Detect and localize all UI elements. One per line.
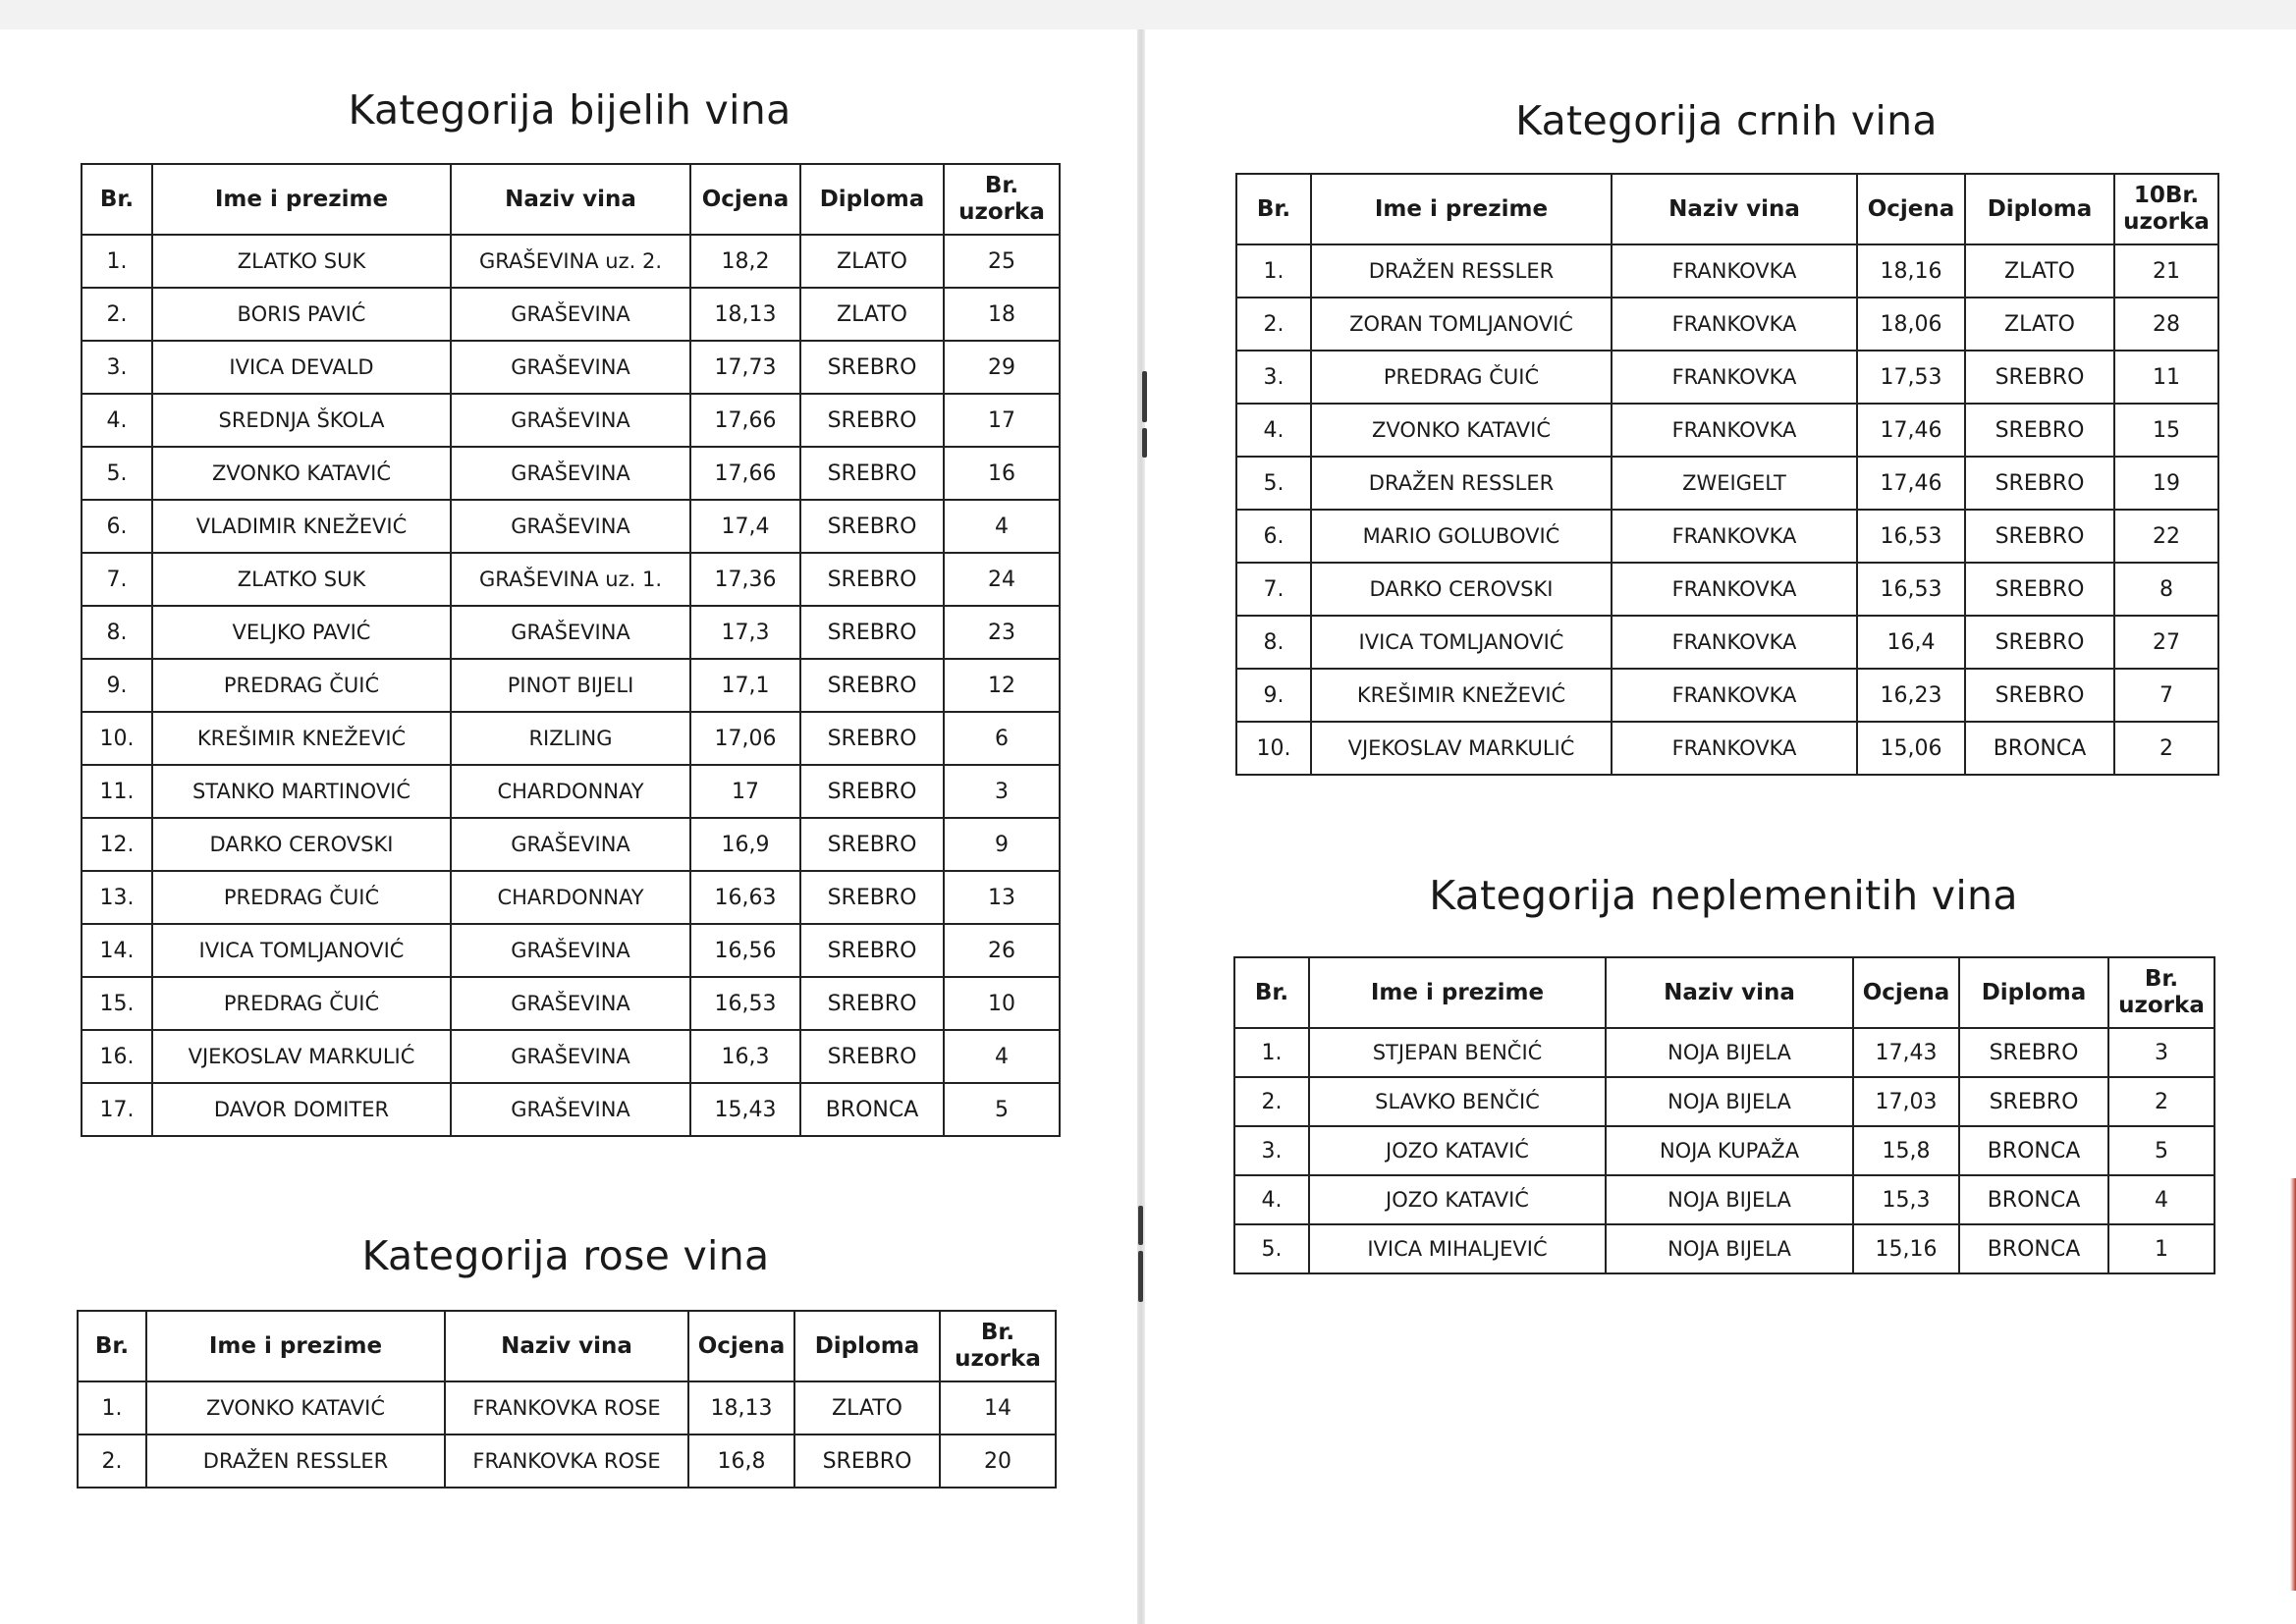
cell-diploma: SREBRO [800, 394, 944, 447]
cell-score: 16,4 [1857, 616, 1965, 669]
cell-br: 15. [82, 977, 152, 1030]
cell-diploma: BRONCA [1965, 722, 2114, 775]
cell-diploma: SREBRO [800, 553, 944, 606]
cell-br: 3. [82, 341, 152, 394]
table-header-row [82, 164, 1060, 235]
white-wine-section [81, 81, 1059, 1137]
cell-score: 16,63 [690, 871, 800, 924]
table-row [82, 1083, 1060, 1136]
cell-wine: ZWEIGELT [1612, 457, 1857, 510]
cell-score: 15,3 [1853, 1175, 1959, 1224]
cell-br: 5. [1236, 457, 1311, 510]
col-br-header: Br. [1236, 174, 1311, 244]
col-wine-header: Naziv vina [1612, 174, 1857, 244]
cell-wine: FRANKOVKA [1612, 298, 1857, 351]
cell-br: 9. [1236, 669, 1311, 722]
cell-br: 3. [1234, 1126, 1309, 1175]
table-row [82, 924, 1060, 977]
cell-diploma: BRONCA [1959, 1175, 2108, 1224]
col-score-header: Ocjena [1853, 957, 1959, 1028]
cell-score: 16,56 [690, 924, 800, 977]
cell-br: 5. [82, 447, 152, 500]
cell-diploma: SREBRO [800, 712, 944, 765]
cell-wine: FRANKOVKA [1612, 563, 1857, 616]
table-row [82, 1030, 1060, 1083]
cell-wine: CHARDONNAY [451, 765, 690, 818]
cell-score: 17,73 [690, 341, 800, 394]
cell-score: 16,9 [690, 818, 800, 871]
table-row [78, 1435, 1056, 1488]
cell-score: 17,46 [1857, 404, 1965, 457]
cell-diploma: SREBRO [1965, 510, 2114, 563]
table-row [82, 765, 1060, 818]
cell-samples: 10 [944, 977, 1060, 1030]
cell-name: IVICA DEVALD [152, 341, 451, 394]
cell-name: IVICA TOMLJANOVIĆ [152, 924, 451, 977]
cell-diploma: BRONCA [1959, 1224, 2108, 1273]
table-row [82, 288, 1060, 341]
cell-name: KREŠIMIR KNEŽEVIĆ [1311, 669, 1612, 722]
table-row [1236, 563, 2218, 616]
table-row [82, 712, 1060, 765]
cell-samples: 5 [944, 1083, 1060, 1136]
table-row [82, 977, 1060, 1030]
rose-wine-section [77, 1223, 1055, 1489]
cell-samples: 8 [2114, 563, 2218, 616]
cell-score: 17,66 [690, 394, 800, 447]
cell-name: DRAŽEN RESSLER [1311, 244, 1612, 298]
table-row [82, 659, 1060, 712]
cell-samples: 3 [944, 765, 1060, 818]
cell-wine: FRANKOVKA [1612, 510, 1857, 563]
cell-score: 16,8 [688, 1435, 794, 1488]
col-name-header: Ime i prezime [1309, 957, 1606, 1028]
cell-name: PREDRAG ČUIĆ [1311, 351, 1612, 404]
cell-diploma: SREBRO [1965, 351, 2114, 404]
cell-samples: 4 [944, 1030, 1060, 1083]
cell-score: 18,16 [1857, 244, 1965, 298]
cell-score: 16,53 [690, 977, 800, 1030]
booklet-spine [1137, 29, 1145, 1624]
cell-br: 5. [1234, 1224, 1309, 1273]
col-diploma-header: Diploma [1965, 174, 2114, 244]
staple-bottom [1138, 1206, 1143, 1245]
cell-samples: 6 [944, 712, 1060, 765]
rose-wine-table [77, 1310, 1057, 1489]
cell-score: 17 [690, 765, 800, 818]
col-samples-header: Br. uzorka [944, 164, 1060, 235]
col-br-header: Br. [82, 164, 152, 235]
cell-diploma: SREBRO [800, 765, 944, 818]
cell-score: 15,8 [1853, 1126, 1959, 1175]
cell-score: 17,3 [690, 606, 800, 659]
col-wine-header: Naziv vina [1606, 957, 1853, 1028]
cell-samples: 11 [2114, 351, 2218, 404]
white-wine-title: Kategorija bijelih vina [348, 86, 792, 134]
cell-name: VJEKOSLAV MARKULIĆ [152, 1030, 451, 1083]
staple-bottom-2 [1138, 1251, 1143, 1302]
cell-name: PREDRAG ČUIĆ [152, 977, 451, 1030]
cell-br: 17. [82, 1083, 152, 1136]
cell-samples: 9 [944, 818, 1060, 871]
cell-diploma: SREBRO [1965, 404, 2114, 457]
cell-name: DAVOR DOMITER [152, 1083, 451, 1136]
cell-diploma: SREBRO [800, 871, 944, 924]
cell-name: ZORAN TOMLJANOVIĆ [1311, 298, 1612, 351]
cell-br: 4. [1236, 404, 1311, 457]
cell-br: 14. [82, 924, 152, 977]
cell-wine: FRANKOVKA [1612, 722, 1857, 775]
cell-name: STANKO MARTINOVIĆ [152, 765, 451, 818]
other-wine-table [1233, 956, 2215, 1274]
table-row [1234, 1028, 2214, 1077]
table-header-row [78, 1311, 1056, 1381]
cell-br: 8. [82, 606, 152, 659]
cell-diploma: SREBRO [800, 1030, 944, 1083]
cell-diploma: SREBRO [1959, 1028, 2108, 1077]
cell-name: ZLATKO SUK [152, 235, 451, 288]
cell-samples: 24 [944, 553, 1060, 606]
red-wine-title: Kategorija crnih vina [1515, 97, 1938, 144]
cell-diploma: SREBRO [800, 447, 944, 500]
col-score-header: Ocjena [1857, 174, 1965, 244]
cell-diploma: ZLATO [800, 235, 944, 288]
cell-samples: 3 [2108, 1028, 2214, 1077]
cell-wine: GRAŠEVINA [451, 394, 690, 447]
cell-samples: 15 [2114, 404, 2218, 457]
other-wine-section [1233, 854, 2214, 1274]
cell-wine: GRAŠEVINA [451, 924, 690, 977]
cell-samples: 1 [2108, 1224, 2214, 1273]
cell-score: 17,4 [690, 500, 800, 553]
cell-samples: 13 [944, 871, 1060, 924]
cell-br: 4. [82, 394, 152, 447]
cell-br: 2. [78, 1435, 146, 1488]
cell-diploma: BRONCA [1959, 1126, 2108, 1175]
col-wine-header: Naziv vina [445, 1311, 688, 1381]
cell-score: 17,36 [690, 553, 800, 606]
cell-name: PREDRAG ČUIĆ [152, 871, 451, 924]
cell-samples: 23 [944, 606, 1060, 659]
cell-score: 17,66 [690, 447, 800, 500]
cell-wine: GRAŠEVINA [451, 288, 690, 341]
cell-samples: 4 [944, 500, 1060, 553]
cell-br: 6. [1236, 510, 1311, 563]
table-header-row [1236, 174, 2218, 244]
red-wine-table [1235, 173, 2219, 776]
cell-name: ZLATKO SUK [152, 553, 451, 606]
cell-wine: RIZLING [451, 712, 690, 765]
cell-score: 16,53 [1857, 563, 1965, 616]
cell-wine: GRAŠEVINA [451, 500, 690, 553]
cell-br: 1. [82, 235, 152, 288]
cell-wine: GRAŠEVINA uz. 2. [451, 235, 690, 288]
cell-name: PREDRAG ČUIĆ [152, 659, 451, 712]
table-row [1236, 722, 2218, 775]
cell-wine: GRAŠEVINA [451, 606, 690, 659]
cell-diploma: SREBRO [1965, 457, 2114, 510]
table-row [82, 394, 1060, 447]
cell-name: KREŠIMIR KNEŽEVIĆ [152, 712, 451, 765]
table-row [82, 606, 1060, 659]
cell-br: 10. [82, 712, 152, 765]
col-wine-header: Naziv vina [451, 164, 690, 235]
col-score-header: Ocjena [690, 164, 800, 235]
cell-score: 16,23 [1857, 669, 1965, 722]
cell-score: 15,43 [690, 1083, 800, 1136]
cell-wine: GRAŠEVINA uz. 1. [451, 553, 690, 606]
table-row [1236, 404, 2218, 457]
cell-samples: 26 [944, 924, 1060, 977]
cell-wine: GRAŠEVINA [451, 341, 690, 394]
rose-wine-title: Kategorija rose vina [361, 1232, 770, 1279]
cell-score: 17,1 [690, 659, 800, 712]
table-row [82, 818, 1060, 871]
cell-name: SLAVKO BENČIĆ [1309, 1077, 1606, 1126]
cell-diploma: ZLATO [800, 288, 944, 341]
staple-top-2 [1142, 428, 1147, 458]
cell-score: 17,53 [1857, 351, 1965, 404]
cell-wine: NOJA BIJELA [1606, 1077, 1853, 1126]
cell-score: 17,43 [1853, 1028, 1959, 1077]
cell-br: 13. [82, 871, 152, 924]
table-row [82, 235, 1060, 288]
cell-br: 6. [82, 500, 152, 553]
cell-wine: CHARDONNAY [451, 871, 690, 924]
cell-br: 3. [1236, 351, 1311, 404]
col-name-header: Ime i prezime [146, 1311, 445, 1381]
cell-name: DRAŽEN RESSLER [146, 1435, 445, 1488]
page-edge-mark [2290, 1178, 2296, 1591]
cell-wine: NOJA BIJELA [1606, 1224, 1853, 1273]
white-wine-table [81, 163, 1061, 1137]
cell-diploma: BRONCA [800, 1083, 944, 1136]
cell-samples: 19 [2114, 457, 2218, 510]
staple-top [1142, 371, 1147, 422]
cell-wine: FRANKOVKA [1612, 244, 1857, 298]
table-row [1236, 298, 2218, 351]
cell-name: ZVONKO KATAVIĆ [146, 1381, 445, 1435]
cell-wine: FRANKOVKA ROSE [445, 1435, 688, 1488]
cell-br: 2. [1234, 1077, 1309, 1126]
cell-score: 16,53 [1857, 510, 1965, 563]
cell-score: 15,16 [1853, 1224, 1959, 1273]
red-wine-section [1235, 90, 2217, 776]
cell-samples: 18 [944, 288, 1060, 341]
cell-name: SREDNJA ŠKOLA [152, 394, 451, 447]
cell-samples: 27 [2114, 616, 2218, 669]
cell-name: IVICA TOMLJANOVIĆ [1311, 616, 1612, 669]
cell-name: VELJKO PAVIĆ [152, 606, 451, 659]
col-br-header: Br. [78, 1311, 146, 1381]
cell-br: 10. [1236, 722, 1311, 775]
cell-samples: 20 [940, 1435, 1056, 1488]
cell-samples: 17 [944, 394, 1060, 447]
cell-name: ZVONKO KATAVIĆ [152, 447, 451, 500]
cell-name: VJEKOSLAV MARKULIĆ [1311, 722, 1612, 775]
cell-samples: 29 [944, 341, 1060, 394]
cell-br: 9. [82, 659, 152, 712]
cell-wine: GRAŠEVINA [451, 977, 690, 1030]
cell-samples: 21 [2114, 244, 2218, 298]
table-row [1236, 457, 2218, 510]
cell-samples: 14 [940, 1381, 1056, 1435]
col-name-header: Ime i prezime [152, 164, 451, 235]
cell-diploma: ZLATO [794, 1381, 940, 1435]
cell-score: 17,46 [1857, 457, 1965, 510]
cell-name: IVICA MIHALJEVIĆ [1309, 1224, 1606, 1273]
cell-samples: 16 [944, 447, 1060, 500]
col-samples-header: Br. uzorka [940, 1311, 1056, 1381]
cell-samples: 4 [2108, 1175, 2214, 1224]
cell-wine: FRANKOVKA [1612, 351, 1857, 404]
cell-br: 2. [1236, 298, 1311, 351]
cell-diploma: SREBRO [1965, 669, 2114, 722]
cell-br: 1. [1236, 244, 1311, 298]
cell-score: 15,06 [1857, 722, 1965, 775]
cell-br: 1. [78, 1381, 146, 1435]
cell-br: 2. [82, 288, 152, 341]
cell-samples: 28 [2114, 298, 2218, 351]
table-row [82, 871, 1060, 924]
cell-diploma: SREBRO [800, 659, 944, 712]
cell-samples: 12 [944, 659, 1060, 712]
cell-diploma: SREBRO [800, 341, 944, 394]
cell-diploma: SREBRO [1965, 563, 2114, 616]
cell-samples: 5 [2108, 1126, 2214, 1175]
cell-name: DARKO CEROVSKI [1311, 563, 1612, 616]
cell-br: 8. [1236, 616, 1311, 669]
cell-diploma: SREBRO [1959, 1077, 2108, 1126]
table-row [1236, 351, 2218, 404]
table-row [1234, 1175, 2214, 1224]
col-diploma-header: Diploma [1959, 957, 2108, 1028]
cell-diploma: ZLATO [1965, 298, 2114, 351]
cell-br: 1. [1234, 1028, 1309, 1077]
table-row [78, 1381, 1056, 1435]
cell-wine: NOJA BIJELA [1606, 1175, 1853, 1224]
cell-wine: NOJA BIJELA [1606, 1028, 1853, 1077]
cell-name: BORIS PAVIĆ [152, 288, 451, 341]
cell-diploma: SREBRO [800, 606, 944, 659]
table-row [1234, 1126, 2214, 1175]
cell-br: 11. [82, 765, 152, 818]
cell-wine: GRAŠEVINA [451, 447, 690, 500]
cell-br: 7. [1236, 563, 1311, 616]
cell-name: STJEPAN BENČIĆ [1309, 1028, 1606, 1077]
cell-diploma: SREBRO [800, 977, 944, 1030]
cell-score: 16,3 [690, 1030, 800, 1083]
cell-score: 17,03 [1853, 1077, 1959, 1126]
cell-wine: FRANKOVKA ROSE [445, 1381, 688, 1435]
table-row [82, 500, 1060, 553]
cell-samples: 25 [944, 235, 1060, 288]
cell-name: JOZO KATAVIĆ [1309, 1175, 1606, 1224]
cell-wine: PINOT BIJELI [451, 659, 690, 712]
cell-wine: NOJA KUPAŽA [1606, 1126, 1853, 1175]
cell-score: 18,06 [1857, 298, 1965, 351]
cell-score: 18,2 [690, 235, 800, 288]
table-row [1236, 616, 2218, 669]
table-row [1236, 510, 2218, 563]
table-row [1234, 1077, 2214, 1126]
cell-br: 16. [82, 1030, 152, 1083]
col-samples-header: 10Br. uzorka [2114, 174, 2218, 244]
cell-diploma: SREBRO [800, 924, 944, 977]
cell-name: DARKO CEROVSKI [152, 818, 451, 871]
cell-wine: GRAŠEVINA [451, 818, 690, 871]
cell-br: 12. [82, 818, 152, 871]
cell-samples: 7 [2114, 669, 2218, 722]
cell-name: MARIO GOLUBOVIĆ [1311, 510, 1612, 563]
table-row [82, 341, 1060, 394]
cell-diploma: SREBRO [800, 500, 944, 553]
col-br-header: Br. [1234, 957, 1309, 1028]
cell-diploma: ZLATO [1965, 244, 2114, 298]
cell-samples: 2 [2108, 1077, 2214, 1126]
other-wine-title: Kategorija neplemenitih vina [1429, 872, 2018, 919]
cell-br: 4. [1234, 1175, 1309, 1224]
col-score-header: Ocjena [688, 1311, 794, 1381]
cell-diploma: SREBRO [794, 1435, 940, 1488]
table-row [1236, 669, 2218, 722]
table-row [1234, 1224, 2214, 1273]
cell-wine: GRAŠEVINA [451, 1083, 690, 1136]
cell-name: VLADIMIR KNEŽEVIĆ [152, 500, 451, 553]
cell-wine: FRANKOVKA [1612, 404, 1857, 457]
col-diploma-header: Diploma [794, 1311, 940, 1381]
table-row [82, 553, 1060, 606]
cell-diploma: SREBRO [1965, 616, 2114, 669]
cell-score: 18,13 [688, 1381, 794, 1435]
cell-wine: FRANKOVKA [1612, 616, 1857, 669]
table-row [82, 447, 1060, 500]
col-name-header: Ime i prezime [1311, 174, 1612, 244]
cell-name: JOZO KATAVIĆ [1309, 1126, 1606, 1175]
cell-diploma: SREBRO [800, 818, 944, 871]
cell-wine: GRAŠEVINA [451, 1030, 690, 1083]
cell-samples: 22 [2114, 510, 2218, 563]
col-diploma-header: Diploma [800, 164, 944, 235]
cell-wine: FRANKOVKA [1612, 669, 1857, 722]
cell-name: ZVONKO KATAVIĆ [1311, 404, 1612, 457]
cell-samples: 2 [2114, 722, 2218, 775]
col-samples-header: Br. uzorka [2108, 957, 2214, 1028]
cell-name: DRAŽEN RESSLER [1311, 457, 1612, 510]
table-row [1236, 244, 2218, 298]
table-header-row [1234, 957, 2214, 1028]
cell-score: 18,13 [690, 288, 800, 341]
cell-br: 7. [82, 553, 152, 606]
cell-score: 17,06 [690, 712, 800, 765]
